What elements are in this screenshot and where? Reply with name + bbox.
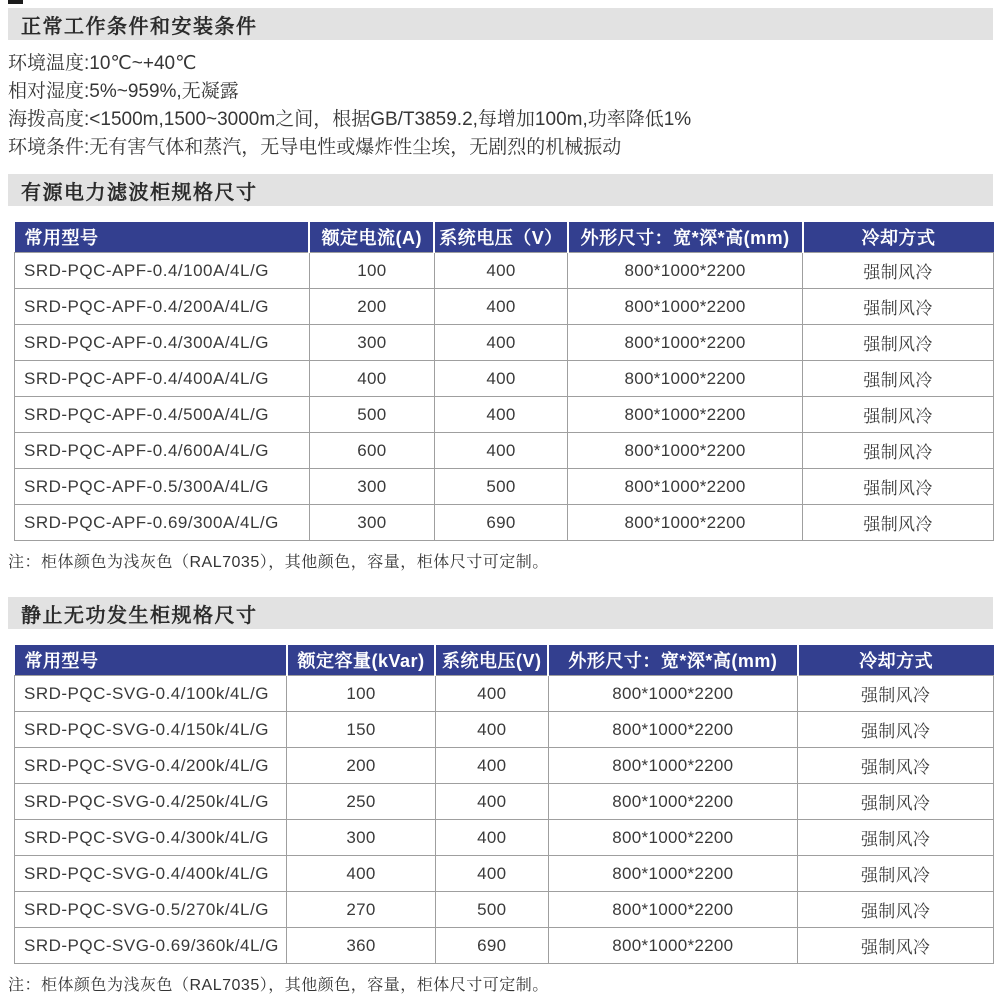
model-cell: SRD-PQC-APF-0.4/100A/4L/G <box>15 253 310 289</box>
cooling-cell: 强制风冷 <box>803 289 994 325</box>
svg-spec-table <box>14 645 994 964</box>
rated-capacity-cell: 360 <box>287 928 436 964</box>
column-header: 外形尺寸：宽*深*高(mm) <box>548 645 798 676</box>
rated-capacity-cell: 250 <box>287 784 436 820</box>
section-header-svg-specs <box>8 597 993 629</box>
rated-capacity-cell: 100 <box>287 676 436 712</box>
section-header-apf-specs <box>8 174 993 206</box>
apf-table-row <box>15 361 994 397</box>
cooling-cell: 强制风冷 <box>798 676 994 712</box>
column-header: 系统电压(V) <box>435 645 548 676</box>
svg-table-row <box>15 784 994 820</box>
dimensions-cell: 800*1000*2200 <box>568 469 803 505</box>
dimensions-cell: 800*1000*2200 <box>568 361 803 397</box>
column-header: 系统电压（V） <box>434 222 567 253</box>
apf-table-header-row <box>15 222 994 253</box>
cooling-cell: 强制风冷 <box>803 361 994 397</box>
model-cell: SRD-PQC-APF-0.4/400A/4L/G <box>15 361 310 397</box>
dimensions-cell: 800*1000*2200 <box>548 784 798 820</box>
model-cell: SRD-PQC-SVG-0.4/100k/4L/G <box>15 676 287 712</box>
rated-current-cell: 100 <box>309 253 434 289</box>
rated-capacity-cell: 200 <box>287 748 436 784</box>
cooling-cell: 强制风冷 <box>803 469 994 505</box>
voltage-cell: 400 <box>434 325 567 361</box>
cooling-cell: 强制风冷 <box>798 928 994 964</box>
apf-table-row <box>15 433 994 469</box>
voltage-cell: 400 <box>435 856 548 892</box>
model-cell: SRD-PQC-APF-0.4/600A/4L/G <box>15 433 310 469</box>
cooling-cell: 强制风冷 <box>803 325 994 361</box>
model-cell: SRD-PQC-APF-0.69/300A/4L/G <box>15 505 310 541</box>
dimensions-cell: 800*1000*2200 <box>568 505 803 541</box>
svg-table-row <box>15 928 994 964</box>
dimensions-cell: 800*1000*2200 <box>568 325 803 361</box>
svg-table-row <box>15 820 994 856</box>
model-cell: SRD-PQC-SVG-0.4/150k/4L/G <box>15 712 287 748</box>
voltage-cell: 690 <box>435 928 548 964</box>
condition-line: 海拨高度:<1500m,1500~3000m之间，根据GB/T3859.2,每增加100m,功率降低1% <box>8 109 692 130</box>
model-cell: SRD-PQC-APF-0.4/200A/4L/G <box>15 289 310 325</box>
dimensions-cell: 800*1000*2200 <box>548 712 798 748</box>
svg-table-row <box>15 712 994 748</box>
apf-table-row <box>15 397 994 433</box>
cooling-cell: 强制风冷 <box>803 505 994 541</box>
rated-capacity-cell: 300 <box>287 820 436 856</box>
voltage-cell: 400 <box>435 676 548 712</box>
condition-line: 环境条件:无有害气体和蒸汽，无导电性或爆炸性尘埃，无剧烈的机械振动 <box>8 137 622 158</box>
column-header: 冷却方式 <box>798 645 994 676</box>
voltage-cell: 400 <box>435 712 548 748</box>
apf-table-row <box>15 469 994 505</box>
dimensions-cell: 800*1000*2200 <box>548 748 798 784</box>
model-cell: SRD-PQC-SVG-0.4/200k/4L/G <box>15 748 287 784</box>
svg-table-row <box>15 748 994 784</box>
voltage-cell: 500 <box>434 469 567 505</box>
column-header: 常用型号 <box>15 222 310 253</box>
model-cell: SRD-PQC-APF-0.4/300A/4L/G <box>15 325 310 361</box>
rated-capacity-cell: 270 <box>287 892 436 928</box>
dimensions-cell: 800*1000*2200 <box>568 397 803 433</box>
model-cell: SRD-PQC-SVG-0.69/360k/4L/G <box>15 928 287 964</box>
apf-table-row <box>15 289 994 325</box>
column-header: 外形尺寸：宽*深*高(mm) <box>568 222 803 253</box>
column-header: 冷却方式 <box>803 222 994 253</box>
dimensions-cell: 800*1000*2200 <box>568 253 803 289</box>
voltage-cell: 400 <box>434 397 567 433</box>
model-cell: SRD-PQC-SVG-0.4/250k/4L/G <box>15 784 287 820</box>
voltage-cell: 690 <box>434 505 567 541</box>
page-crop-fragment <box>8 0 23 4</box>
rated-current-cell: 500 <box>309 397 434 433</box>
model-cell: SRD-PQC-APF-0.5/300A/4L/G <box>15 469 310 505</box>
rated-current-cell: 300 <box>309 325 434 361</box>
apf-table-row <box>15 253 994 289</box>
rated-current-cell: 300 <box>309 505 434 541</box>
voltage-cell: 400 <box>434 253 567 289</box>
rated-current-cell: 200 <box>309 289 434 325</box>
conditions-text-block <box>8 50 1000 162</box>
cooling-cell: 强制风冷 <box>803 397 994 433</box>
rated-capacity-cell: 400 <box>287 856 436 892</box>
rated-current-cell: 400 <box>309 361 434 397</box>
cooling-cell: 强制风冷 <box>798 784 994 820</box>
voltage-cell: 400 <box>434 361 567 397</box>
model-cell: SRD-PQC-SVG-0.4/400k/4L/G <box>15 856 287 892</box>
section-header-working-conditions <box>8 8 993 40</box>
voltage-cell: 400 <box>435 748 548 784</box>
apf-spec-table <box>14 222 994 541</box>
cooling-cell: 强制风冷 <box>798 748 994 784</box>
voltage-cell: 400 <box>435 784 548 820</box>
cooling-cell: 强制风冷 <box>798 856 994 892</box>
section-title: 静止无功发生柜规格尺寸 <box>21 604 258 627</box>
rated-capacity-cell: 150 <box>287 712 436 748</box>
dimensions-cell: 800*1000*2200 <box>568 289 803 325</box>
cooling-cell: 强制风冷 <box>798 892 994 928</box>
model-cell: SRD-PQC-SVG-0.4/300k/4L/G <box>15 820 287 856</box>
dimensions-cell: 800*1000*2200 <box>548 928 798 964</box>
section-title: 正常工作条件和安装条件 <box>21 15 258 38</box>
dimensions-cell: 800*1000*2200 <box>548 820 798 856</box>
cooling-cell: 强制风冷 <box>798 712 994 748</box>
svg-table-row <box>15 676 994 712</box>
dimensions-cell: 800*1000*2200 <box>568 433 803 469</box>
voltage-cell: 400 <box>435 820 548 856</box>
svg-table-header-row <box>15 645 994 676</box>
apf-table-row <box>15 325 994 361</box>
voltage-cell: 400 <box>434 289 567 325</box>
rated-current-cell: 600 <box>309 433 434 469</box>
apf-table-row <box>15 505 994 541</box>
condition-line: 环境温度:10℃~+40℃ <box>8 53 197 74</box>
svg-table-row <box>15 856 994 892</box>
apf-table-note: 注：柜体颜色为浅灰色（RAL7035），其他颜色，容量，柜体尺寸可定制。 <box>8 554 549 571</box>
model-cell: SRD-PQC-APF-0.4/500A/4L/G <box>15 397 310 433</box>
dimensions-cell: 800*1000*2200 <box>548 892 798 928</box>
dimensions-cell: 800*1000*2200 <box>548 676 798 712</box>
voltage-cell: 500 <box>435 892 548 928</box>
column-header: 额定电流(A) <box>309 222 434 253</box>
svg-table-note: 注：柜体颜色为浅灰色（RAL7035），其他颜色，容量，柜体尺寸可定制。 <box>8 977 549 994</box>
condition-line: 相对湿度:5%~959%,无凝露 <box>8 81 239 102</box>
cooling-cell: 强制风冷 <box>803 433 994 469</box>
cooling-cell: 强制风冷 <box>798 820 994 856</box>
cooling-cell: 强制风冷 <box>803 253 994 289</box>
rated-current-cell: 300 <box>309 469 434 505</box>
voltage-cell: 400 <box>434 433 567 469</box>
section-title: 有源电力滤波柜规格尺寸 <box>21 181 258 204</box>
model-cell: SRD-PQC-SVG-0.5/270k/4L/G <box>15 892 287 928</box>
column-header: 额定容量(kVar) <box>287 645 436 676</box>
dimensions-cell: 800*1000*2200 <box>548 856 798 892</box>
svg-table-row <box>15 892 994 928</box>
column-header: 常用型号 <box>15 645 287 676</box>
